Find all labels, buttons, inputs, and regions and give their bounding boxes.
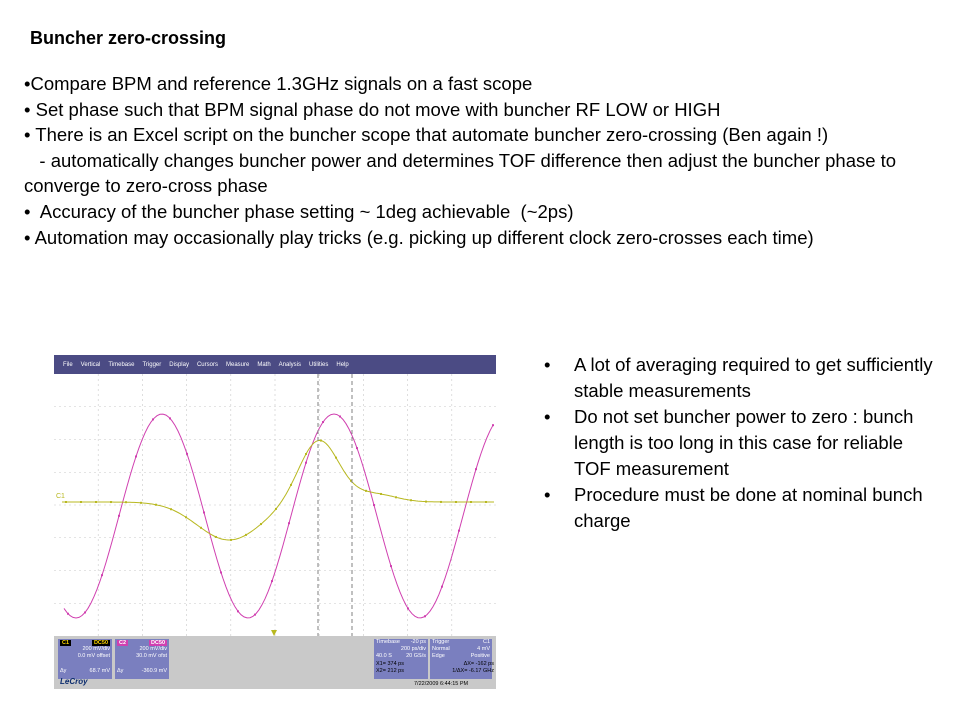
channel-1-sample-point bbox=[335, 457, 337, 459]
channel-1-sample-point bbox=[470, 501, 472, 503]
channel-2-sample-point bbox=[407, 607, 409, 609]
c1-delta-value: 68.7 mV bbox=[89, 668, 110, 674]
channel-2-sample-point bbox=[458, 530, 460, 532]
channel-1-sample-point bbox=[140, 502, 142, 504]
channel-2-trace bbox=[64, 414, 493, 618]
bullet-item: - automatically changes buncher power and determines TOF difference then adjust the buncher phase to converge to zero-cross phase bbox=[24, 149, 902, 197]
channel-2-sample-point bbox=[424, 615, 426, 617]
channel-1-sample-point bbox=[320, 440, 322, 442]
channel-2-sample-point bbox=[373, 504, 375, 506]
cursor-x1: X1= 374 ps bbox=[376, 661, 404, 667]
c2-tag: C2 bbox=[119, 639, 127, 646]
cursor-inverse-dx: 1/ΔX= -6.17 GHz bbox=[452, 668, 494, 674]
menu-display[interactable]: Display bbox=[169, 361, 189, 368]
scope-datestamp: 7/22/2009 6:44:15 PM bbox=[414, 681, 469, 687]
channel-1-sample-point bbox=[410, 499, 412, 501]
channel-1-sample-point bbox=[170, 508, 172, 510]
channel-2-panel[interactable] bbox=[115, 639, 169, 679]
menu-cursors[interactable]: Cursors bbox=[196, 361, 218, 368]
channel-1-sample-point bbox=[455, 501, 457, 503]
scope-grid bbox=[54, 374, 496, 636]
channel-1-sample-point bbox=[425, 501, 427, 503]
c2-delta-label: Δy bbox=[117, 668, 124, 674]
trigger-mode: Normal bbox=[432, 645, 450, 652]
menu-timebase[interactable]: Timebase bbox=[108, 361, 135, 368]
bullet-item: • Accuracy of the buncher phase setting ~ 1deg achievable (~2ps) bbox=[24, 200, 574, 222]
channel-2-sample-point bbox=[305, 462, 307, 464]
channel-2-sample-point bbox=[271, 580, 273, 582]
c2-offset: 30.0 mV ofst bbox=[136, 653, 167, 659]
channel-2-sample-point bbox=[220, 571, 222, 573]
channel-2-sample-point bbox=[186, 453, 188, 455]
channel-2-sample-point bbox=[67, 613, 69, 615]
timebase-label: Timebase bbox=[376, 639, 400, 645]
menu-vertical[interactable]: Vertical bbox=[80, 361, 101, 368]
scope-plot-area bbox=[54, 374, 496, 636]
channel-2-sample-point bbox=[135, 455, 137, 457]
channel-2-sample-point bbox=[169, 417, 171, 419]
c2-scale: 200 mV/div bbox=[139, 646, 167, 652]
trigger-source: C1 bbox=[482, 639, 490, 645]
cursor-x2: X2= 212 ps bbox=[376, 668, 404, 674]
c1-coupling: DC50 bbox=[93, 639, 108, 646]
bullet-item: • There is an Excel script on the buncher scope that automate buncher zero-crossing (Ben again !) bbox=[24, 124, 829, 146]
c1-ground-marker: C1 bbox=[56, 493, 65, 500]
timebase-samples: 40.0 S bbox=[376, 652, 392, 659]
channel-1-sample-point bbox=[395, 496, 397, 498]
channel-2-sample-point bbox=[356, 447, 358, 449]
channel-2-sample-point bbox=[390, 565, 392, 567]
timebase-div: 200 ps/div bbox=[400, 645, 426, 652]
c2-coupling: DC50 bbox=[150, 639, 165, 646]
channel-2-sample-point bbox=[288, 522, 290, 524]
note-item: • A lot of averaging required to get sufficiently stable measurements bbox=[544, 354, 933, 401]
bullet-dot-icon: • bbox=[544, 484, 551, 505]
scope-menu-bar bbox=[54, 355, 496, 374]
channel-2-sample-point bbox=[203, 511, 205, 513]
channel-1-markers bbox=[65, 440, 487, 541]
c1-tag: C1 bbox=[62, 639, 70, 646]
timebase-delay: -20 ps bbox=[410, 639, 426, 645]
channel-1-sample-point bbox=[440, 501, 442, 503]
channel-1-sample-point bbox=[305, 453, 307, 455]
channel-1-sample-point bbox=[275, 508, 277, 510]
bullet-list bbox=[24, 71, 924, 250]
channel-2-sample-point bbox=[101, 574, 103, 576]
channel-1-panel[interactable] bbox=[58, 639, 112, 679]
channel-2-sample-point bbox=[441, 586, 443, 588]
c2-delta-value: -360.9 mV bbox=[141, 668, 167, 674]
bullet-item: •Compare BPM and reference 1.3GHz signals on a fast scope bbox=[24, 73, 533, 94]
channel-1-sample-point bbox=[80, 501, 82, 503]
channel-1-sample-point bbox=[65, 501, 67, 503]
menu-utilities[interactable]: Utilities bbox=[309, 361, 329, 368]
oscilloscope-screenshot bbox=[54, 355, 496, 689]
bullet-item: • Automation may occasionally play tricks (e.g. picking up different clock zero-crosses each time) bbox=[24, 226, 814, 248]
channel-1-sample-point bbox=[365, 490, 367, 492]
channel-2-sample-point bbox=[237, 610, 239, 612]
channel-2-sample-point bbox=[475, 468, 477, 470]
channel-1-trace bbox=[62, 440, 494, 540]
c1-delta-label: Δy bbox=[60, 668, 67, 674]
channel-1-sample-point bbox=[245, 534, 247, 536]
channel-1-sample-point bbox=[110, 501, 112, 503]
channel-2-sample-point bbox=[152, 418, 154, 420]
menu-analysis[interactable]: Analysis bbox=[278, 361, 302, 368]
channel-2-sample-point bbox=[118, 515, 120, 517]
bullet-dot-icon: • bbox=[544, 354, 551, 375]
channel-1-sample-point bbox=[290, 484, 292, 486]
menu-trigger[interactable]: Trigger bbox=[142, 361, 162, 368]
cursor-readout bbox=[376, 661, 494, 675]
menu-help[interactable]: Help bbox=[336, 361, 349, 368]
menu-file[interactable]: File bbox=[63, 361, 73, 368]
note-item: • Do not set buncher power to zero : bunch length is too long in this case for reliable TOF measurement bbox=[544, 406, 914, 479]
channel-2-sample-point bbox=[84, 611, 86, 613]
notes-list bbox=[544, 352, 944, 534]
channel-1-sample-point bbox=[95, 501, 97, 503]
channel-2-markers bbox=[67, 415, 494, 617]
trigger-slope: Positive bbox=[470, 652, 490, 659]
channel-2-sample-point bbox=[254, 614, 256, 616]
channel-1-sample-point bbox=[380, 493, 382, 495]
timebase-rate: 20 GS/s bbox=[406, 652, 426, 659]
channel-1-sample-point bbox=[260, 523, 262, 525]
channel-1-sample-point bbox=[215, 536, 217, 538]
channel-2-sample-point bbox=[492, 424, 494, 426]
channel-1-sample-point bbox=[200, 527, 202, 529]
trigger-level: 4 mV bbox=[477, 645, 490, 652]
menu-math[interactable]: Math bbox=[257, 361, 271, 368]
channel-1-sample-point bbox=[485, 501, 487, 503]
bullet-item: • Set phase such that BPM signal phase do not move with buncher RF LOW or HIGH bbox=[24, 98, 721, 120]
channel-1-sample-point bbox=[155, 504, 157, 506]
channel-1-sample-point bbox=[185, 516, 187, 518]
cursor-dx: ΔX= -162 ps bbox=[463, 661, 494, 667]
channel-1-sample-point bbox=[230, 539, 232, 541]
scope-waveform-display bbox=[54, 374, 496, 636]
channel-1-sample-point bbox=[125, 501, 127, 503]
c1-scale: 200 mV/div bbox=[82, 646, 110, 652]
bullet-dot-icon: • bbox=[544, 406, 551, 427]
menu-measure[interactable]: Measure bbox=[225, 361, 250, 368]
scope-status-panels bbox=[54, 636, 496, 689]
trigger-label: Trigger bbox=[432, 639, 450, 645]
trigger-type: Edge bbox=[432, 652, 445, 659]
channel-2-sample-point bbox=[322, 421, 324, 423]
slide-title: Buncher zero-crossing bbox=[30, 28, 227, 48]
c1-offset: 0.0 mV offset bbox=[77, 653, 110, 659]
lecroy-logo: LeCroy bbox=[60, 677, 88, 686]
note-item: • Procedure must be done at nominal bunch charge bbox=[544, 484, 923, 531]
channel-2-sample-point bbox=[339, 415, 341, 417]
